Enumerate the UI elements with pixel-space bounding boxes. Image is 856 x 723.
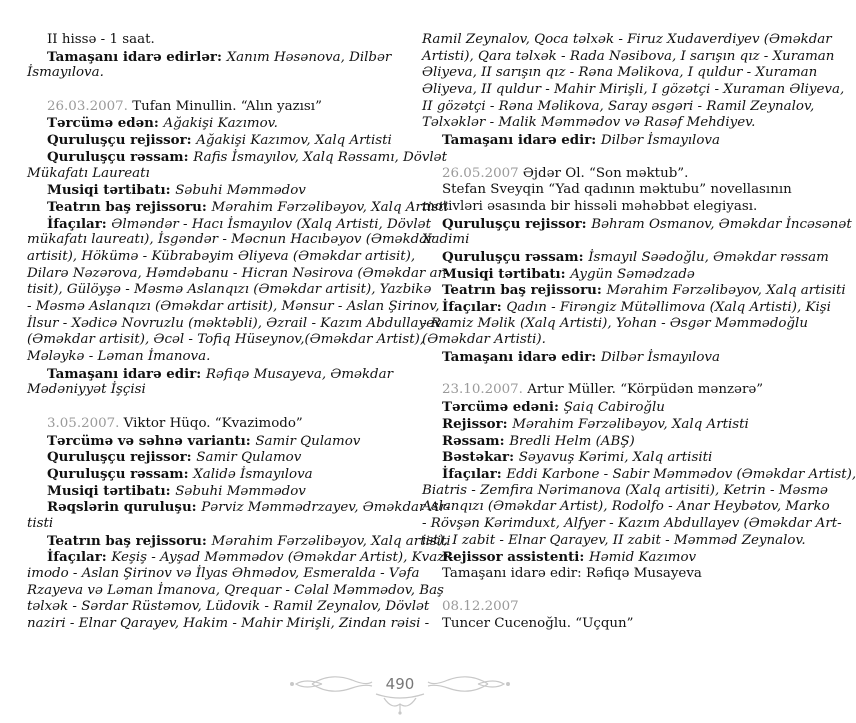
text-line bbox=[27, 483, 389, 500]
text-line bbox=[422, 48, 835, 66]
credit-names: Ağakişi Kazımov, Xalq Artisti bbox=[196, 133, 392, 149]
text-line bbox=[422, 215, 852, 233]
text-line bbox=[422, 282, 846, 299]
body-text: Artur Müller. “Körpüdən mənzərə” bbox=[522, 382, 764, 398]
text-line bbox=[422, 349, 782, 366]
credit-role: Tərcümə edən: bbox=[47, 115, 164, 132]
text-line bbox=[422, 65, 818, 82]
text-line bbox=[27, 433, 389, 450]
credit-names: Pərviz Məmmədrzayev, Əməkdar Ar- bbox=[201, 500, 451, 516]
credit-role: İfaçılar: bbox=[47, 549, 112, 566]
text-line bbox=[422, 532, 806, 550]
credit-role: Musiqi tərtibatı: bbox=[442, 265, 571, 282]
text-line bbox=[27, 349, 389, 366]
text-line bbox=[422, 599, 782, 616]
credit-role: Tamaşanı idarə edir: bbox=[442, 349, 601, 366]
credit-names: Səbuhi Məmmədov bbox=[175, 483, 306, 499]
credit-names: Rəfiqə Musayeva, Əməkdar bbox=[205, 366, 394, 382]
credit-names: Rzayeva və Ləman İmanova, Qrequar - Cəlal Məmmədov, Baş bbox=[27, 582, 444, 598]
credit-names: Səbuhi Məmmədov bbox=[175, 183, 306, 199]
text-line bbox=[27, 166, 389, 183]
credit-names: Artisti), Qara təlxək - Rada Nəsibova, I sarışın qız - Xuraman bbox=[422, 48, 835, 64]
credit-role: Tərcümə edəni: bbox=[442, 399, 564, 416]
body-text: II hissə - 1 saat. bbox=[47, 32, 155, 47]
text-line bbox=[422, 166, 782, 183]
text-line bbox=[422, 515, 842, 533]
credit-role: Quruluşçu rejissor: bbox=[47, 132, 197, 149]
credit-names: Samir Qulamov bbox=[255, 433, 361, 449]
text-line bbox=[27, 549, 454, 566]
body-text: Viktor Hüqo. “Kvazimodo” bbox=[119, 415, 303, 431]
credit-role: Quruluşçu rəssam: bbox=[442, 248, 589, 265]
credit-names: Ağakişi Kazımov. bbox=[163, 116, 278, 132]
text-line bbox=[27, 566, 420, 583]
text-line bbox=[27, 248, 416, 266]
credit-role: Tamaşanı idarə edir: bbox=[47, 365, 206, 382]
text-line bbox=[422, 465, 856, 483]
credit-names: Dilarə Nəzərova, Həmdəbanu - Hicran Nəsirova (Əməkdar ar- bbox=[27, 265, 449, 281]
credit-role: Rejissor assistenti: bbox=[442, 549, 590, 566]
text-line bbox=[27, 265, 449, 283]
text-line bbox=[27, 416, 389, 433]
text-line bbox=[27, 516, 389, 533]
body-text: Əjdər Ol. “Son məktub”. bbox=[518, 165, 689, 181]
performance-date: 26.03.2007. bbox=[47, 98, 128, 114]
text-line bbox=[27, 148, 447, 166]
credit-names: Mərahim Fərzəlibəyov, Xalq Artisti bbox=[512, 416, 749, 432]
text-line bbox=[27, 282, 432, 299]
paragraph-gap bbox=[422, 583, 782, 600]
credit-names: İsmayıl Səədoğlu, Əməkdar rəssam bbox=[588, 249, 829, 265]
text-line bbox=[422, 232, 782, 249]
credit-role: Quruluşçu rejissor: bbox=[442, 215, 592, 232]
credit-role: Tərcümə və səhnə variantı: bbox=[47, 432, 256, 449]
performance-date: 26.05.2007 bbox=[442, 165, 519, 181]
credit-names: tisit), Gülöyşə - Məsmə Aslanqızı (Əməkdar artisit), Yazbikə bbox=[27, 282, 432, 298]
text-line bbox=[27, 299, 440, 316]
text-line bbox=[422, 32, 832, 49]
credit-role: Tamaşanı idarə edirlər: bbox=[47, 48, 227, 65]
credit-names: Həmid Kazımov bbox=[589, 550, 697, 566]
text-line bbox=[27, 616, 430, 633]
credit-names: tisti bbox=[27, 515, 54, 531]
text-line bbox=[422, 299, 831, 316]
credit-names: - Məsmə Aslanqızı (Əməkdar artisit), Mənsur - Aslan Şirinov, bbox=[27, 299, 440, 314]
credit-names: naziri - Elnar Qarayev, Hakim - Mahir Mirişli, Zindan rəisi - bbox=[27, 616, 430, 632]
credit-names: ist), I zabit - Elnar Qarayev, II zabit - Məmməd Zeynalov. bbox=[422, 532, 806, 548]
text-line bbox=[422, 449, 782, 466]
text-line bbox=[422, 433, 782, 450]
credit-role: İfaçılar: bbox=[47, 215, 112, 232]
body-text: Tuncer Cucenoğlu. “Uçqun” bbox=[442, 616, 634, 632]
text-line bbox=[422, 98, 815, 116]
text-line bbox=[422, 115, 782, 132]
credit-role: Quruluşçu rəssam: bbox=[47, 465, 194, 482]
credit-names: Xadimi bbox=[422, 232, 470, 248]
credit-role: Bəstəkar: bbox=[442, 449, 519, 466]
text-line bbox=[27, 232, 434, 249]
credit-names: Səyavuş Kərimi, Xalq artisiti bbox=[518, 450, 713, 466]
text-line bbox=[27, 182, 389, 199]
text-line bbox=[27, 599, 430, 616]
text-line bbox=[27, 48, 392, 66]
body-text: motivləri əsasında bir hissəli məhəbbət elegiyası. bbox=[422, 198, 758, 214]
performance-date: 3.05.2007. bbox=[47, 415, 120, 431]
text-line bbox=[422, 416, 782, 433]
credit-names: (Əməkdar artisit), Əcəl - Tofiq Hüseynov,(Əməkdar Artist), bbox=[27, 332, 425, 348]
credit-names: artisit), Hökümə - Kübrabəyim Əliyeva (Əməkdar artisit), bbox=[27, 248, 416, 264]
text-line bbox=[422, 549, 782, 566]
text-line bbox=[27, 132, 392, 149]
text-line bbox=[422, 266, 782, 283]
credit-names: - Rövşən Kərimduxt, Alfyer - Kazım Abdullayev (Əməkdar Art- bbox=[422, 515, 842, 531]
credit-role: Musiqi tərtibatı: bbox=[47, 182, 176, 199]
credit-names: təlxək - Sərdar Rüstəmov, Lüdovik - Ramil Zeynalov, Dövlət bbox=[27, 599, 430, 615]
credit-role: İfaçılar: bbox=[442, 299, 507, 315]
page-footer bbox=[0, 668, 800, 716]
text-line bbox=[422, 616, 782, 633]
text-line bbox=[27, 449, 389, 466]
credit-names: Ramil Zeynalov, Qoca təlxək - Firuz Xudaverdiyev (Əməkdar bbox=[422, 32, 832, 47]
text-line bbox=[422, 399, 782, 416]
credit-names: Şaiq Cabiroğlu bbox=[563, 400, 665, 416]
credit-names: II gözətçi - Rəna Məlikova, Saray əsgəri - Ramil Zeynalov, bbox=[422, 98, 815, 114]
text-line bbox=[422, 566, 782, 583]
credit-names: Samir Qulamov bbox=[196, 450, 302, 466]
text-line bbox=[27, 466, 389, 483]
credit-names: Təlxəklər - Malik Məmmədov və Rasəf Mehdiyev. bbox=[422, 115, 756, 131]
credit-names: Rafis İsmayılov, Xalq Rəssamı, Dövlət bbox=[193, 149, 447, 165]
body-text: Stefan Sveyqin “Yad qadının məktubu” novellasının bbox=[442, 182, 792, 198]
credit-names: Əliyeva, II sarışın qız - Rəna Məlikova, I quldur - Xuraman bbox=[422, 65, 818, 81]
credit-role: Tamaşanı idarə edir: bbox=[442, 132, 601, 149]
credit-role: Teatrın baş rejissoru: bbox=[442, 282, 607, 299]
credit-role: Rejissor: bbox=[442, 415, 513, 432]
credit-names: Dilbər İsmayılova bbox=[600, 350, 720, 366]
credit-names: Xanım Həsənova, Dilbər bbox=[226, 49, 392, 65]
text-line bbox=[422, 482, 828, 500]
credit-names: Bredli Helm (ABŞ) bbox=[509, 433, 635, 449]
text-line bbox=[422, 199, 782, 216]
text-line bbox=[27, 532, 451, 550]
credit-role: Rəssam: bbox=[442, 432, 510, 449]
credit-names: mükafatı laureatı), İsgəndər - Məcnun Hacıbəyov (Əməkdar bbox=[27, 232, 434, 248]
credit-names: Eddi Karbone - Sabir Məmmədov (Əməkdar Artist), bbox=[506, 466, 856, 482]
text-line bbox=[27, 365, 394, 383]
text-line bbox=[422, 182, 792, 199]
credit-names: Əliyeva, II quldur - Mahir Mirişli, I gözətçi - Xuraman Əliyeva, bbox=[422, 82, 845, 98]
body-text: Tamaşanı idarə edir: Rəfiqə Musayeva bbox=[442, 566, 702, 581]
credit-names: Bəhram Osmanov, Əməkdar İncəsənət bbox=[591, 216, 852, 232]
credit-role: Teatrın baş rejissoru: bbox=[47, 532, 212, 549]
credit-role: Quruluşçu rəssam: bbox=[47, 148, 194, 165]
right-column bbox=[422, 32, 856, 633]
page-number: 490 bbox=[385, 675, 415, 693]
performance-date: 23.10.2007. bbox=[442, 382, 523, 398]
credit-names: Qadın - Firəngiz Mütəllimova (Xalq Artisti), Kişi bbox=[506, 300, 831, 315]
performance-date: 08.12.2007 bbox=[442, 599, 519, 615]
credit-names: imodo - Aslan Şirinov və İlyas Əhmədov, Esmeralda - Vəfa bbox=[27, 566, 420, 581]
credit-names: Mədəniyyət İşçisi bbox=[27, 382, 146, 398]
text-line bbox=[27, 65, 389, 82]
text-line bbox=[27, 382, 389, 399]
credit-names: İlsur - Xədicə Novruzlu (məktəbli), Əzrail - Kazım Abdullayev bbox=[27, 315, 442, 331]
text-line bbox=[27, 115, 389, 132]
text-line bbox=[422, 315, 808, 333]
text-line bbox=[27, 315, 442, 333]
text-line bbox=[27, 499, 451, 516]
paragraph-gap bbox=[422, 366, 782, 383]
text-line bbox=[27, 582, 444, 600]
text-line bbox=[422, 382, 782, 399]
text-line bbox=[422, 332, 782, 349]
paragraph-gap bbox=[27, 399, 389, 416]
credit-names: Xalidə İsmayılova bbox=[193, 466, 313, 482]
text-line bbox=[27, 198, 449, 216]
credit-role: Teatrın baş rejissoru: bbox=[47, 198, 212, 215]
credit-names: Aygün Səmədzadə bbox=[570, 266, 695, 282]
text-line bbox=[422, 248, 829, 266]
credit-names: Mükafatı Laureatı bbox=[27, 165, 150, 181]
credit-names: Biatris - Zemfira Nərimanova (Xalq artisiti), Ketrin - Məsmə bbox=[422, 482, 828, 498]
credit-names: Dilbər İsmayılova bbox=[600, 133, 720, 149]
text-line bbox=[27, 332, 425, 349]
credit-names: Əlməndər - Hacı İsmayılov (Xalq Artisti, Dövlət bbox=[111, 216, 431, 232]
credit-names: Mərahim Fərzəlibəyov, Xalq artisiti bbox=[606, 283, 846, 299]
text-line bbox=[27, 99, 389, 116]
credit-names: Mərahim Fərzəlibəyov, Xalq Artisti bbox=[211, 199, 449, 215]
credit-names: Mərahim Fərzəlibəyov, Xalq artisiti bbox=[211, 533, 451, 549]
credit-role: Rəqslərin quruluşu: bbox=[47, 499, 202, 516]
text-line bbox=[27, 32, 389, 49]
credit-names: Aslanqızı (Əməkdar Artist), Rodolfo - Anar Heybətov, Marko bbox=[422, 499, 830, 515]
credit-names: - Ramiz Məlik (Xalq Artisti), Yohan - Əsgər Məmmədoğlu bbox=[422, 315, 808, 331]
credit-role: İfaçılar: bbox=[442, 465, 507, 482]
text-line bbox=[422, 499, 830, 516]
credit-names: İsmayılova. bbox=[27, 65, 104, 81]
credit-names: Keşiş - Ayşad Məmmədov (Əməkdar Artist), Kvazi- bbox=[111, 550, 454, 566]
text-line bbox=[422, 132, 782, 149]
credit-names: Mələykə - Ləman İmanova. bbox=[27, 349, 211, 365]
paragraph-gap bbox=[422, 149, 782, 166]
text-line bbox=[422, 82, 845, 99]
credit-names: (Əməkdar Artisti). bbox=[422, 332, 546, 348]
paragraph-gap bbox=[27, 82, 389, 99]
credit-role: Musiqi tərtibatı: bbox=[47, 482, 176, 499]
body-text: Tufan Minullin. “Alın yazısı” bbox=[127, 98, 322, 114]
credit-role: Quruluşçu rejissor: bbox=[47, 449, 197, 466]
text-line bbox=[27, 215, 431, 233]
